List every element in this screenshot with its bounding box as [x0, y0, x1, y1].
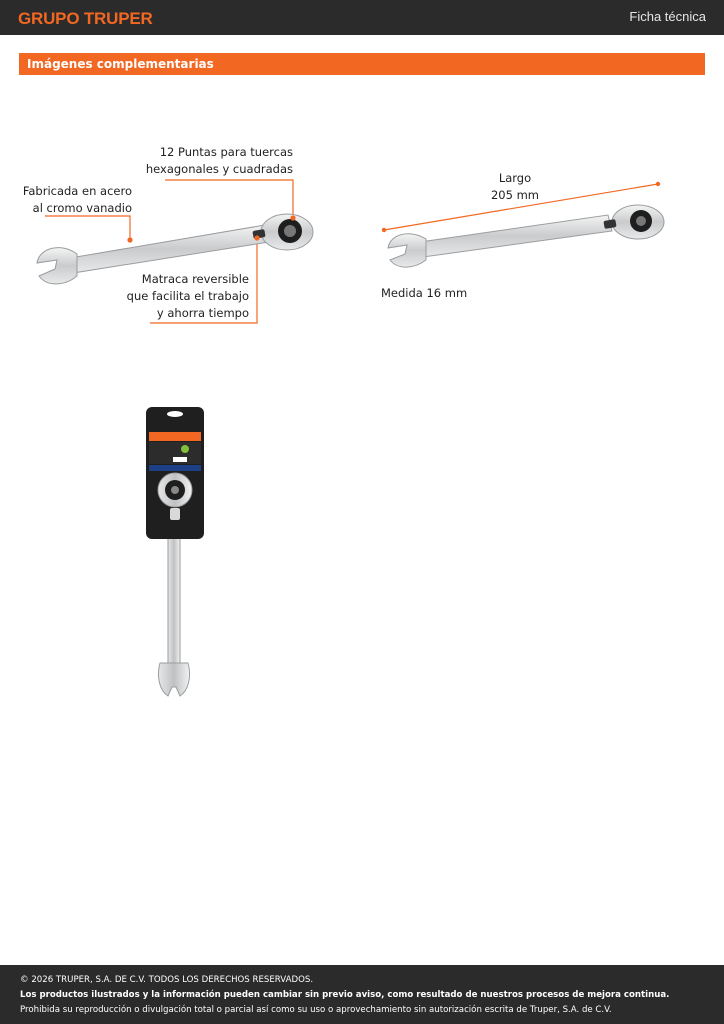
- callout-ratchet: Matraca reversible que facilita el trabajo y ahorra tiempo: [126, 272, 249, 320]
- length-dimension-start: [382, 228, 386, 232]
- footer-copyright: © 2026 TRUPER, S.A. DE C.V. TODOS LOS DERECHOS RESERVADOS.: [20, 975, 314, 985]
- length-label: Largo 205 mm: [490, 171, 539, 202]
- length-dimension-end: [656, 182, 660, 186]
- footer-notice: Los productos ilustrados y la información pueden cambiar sin previo aviso, como resultado de nuestros procesos de mejora continua.: [20, 990, 670, 1000]
- ratchet-callout-dot: [254, 235, 259, 240]
- callout-points: 12 Puntas para tuercas hexagonales y cuadradas: [145, 145, 293, 176]
- points-callout-dot: [290, 215, 295, 220]
- size-label: Medida 16 mm: [381, 286, 468, 300]
- document-type-title: Ficha técnica: [629, 9, 706, 24]
- page-footer: [0, 965, 724, 1024]
- material-leader-line: [45, 216, 130, 240]
- brand-logo[interactable]: GRUPO TRUPER: [18, 9, 153, 28]
- packaged-wrench-drawing: [140, 405, 210, 700]
- callout-material: Fabricada en acero al cromo vanadio: [22, 184, 132, 215]
- section-title: Imágenes complementarias: [27, 57, 214, 71]
- top-header-bar: [0, 0, 724, 35]
- footer-prohibition: Prohibida su reproducción o divulgación total o parcial así como su uso o aprovechamiento sin autorización escrita de Truper, S.A. de C.V.: [20, 1005, 612, 1015]
- section-heading-bar: [19, 53, 705, 75]
- material-callout-dot: [127, 237, 132, 242]
- packaged-wrench-image: [140, 405, 210, 700]
- points-leader-line: [165, 180, 293, 215]
